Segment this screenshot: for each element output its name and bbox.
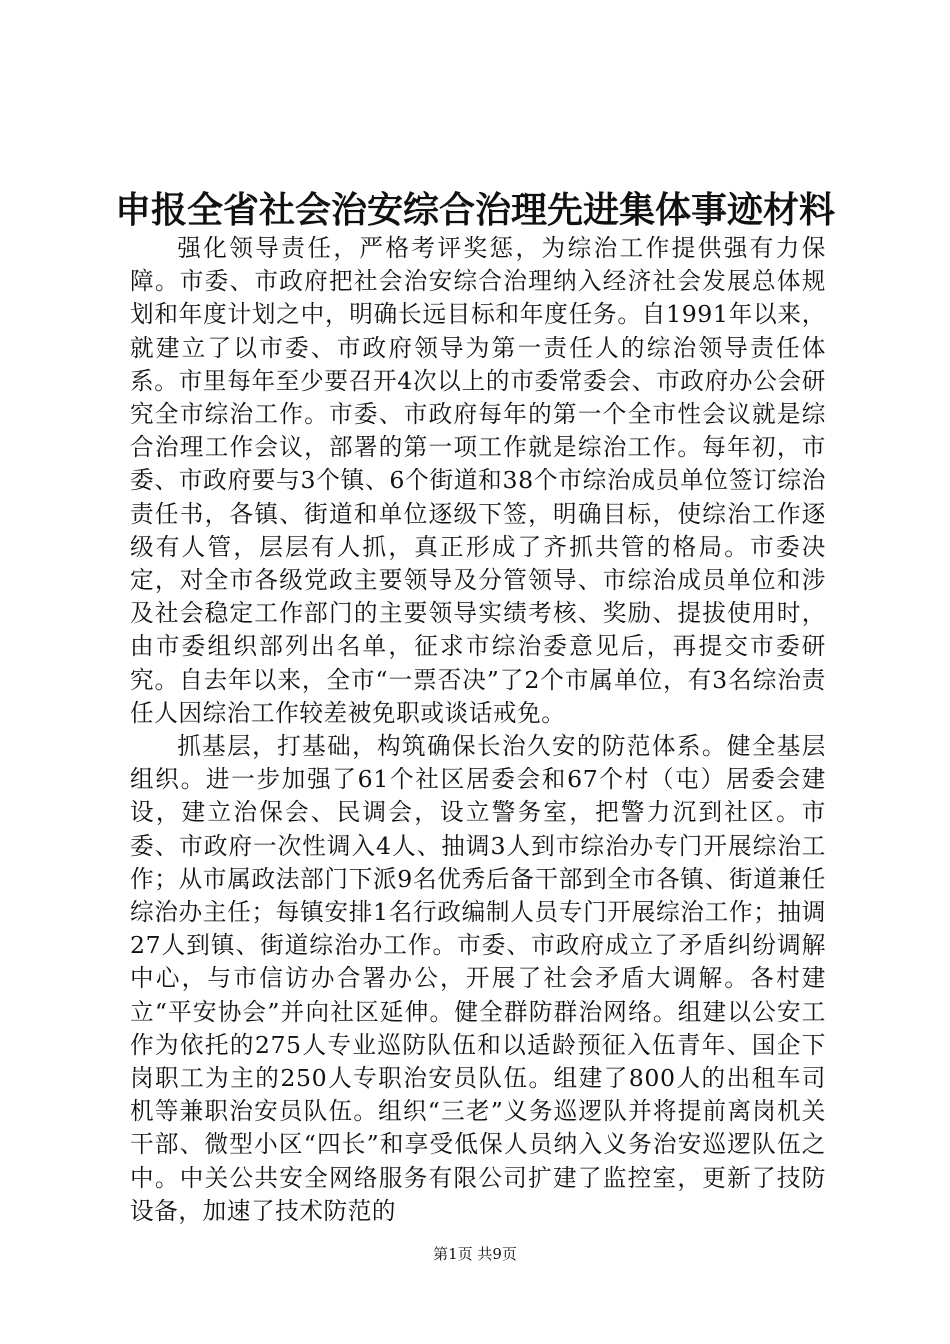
paragraph: 抓基层，打基础，构筑确保长治久安的防范体系。健全基层组织。进一步加强了61个社区居委会和67个村（屯）居委会建设，建立治保会、民调会，设立警务室，把警力沉到社区。市委、市政府一次性调入4人、抽调3人到市综治办专门开展综治工作；从市属政法部门下派9名优秀后备干部到全市各镇、街道兼任综治办主任；每镇安排1名行政编制人员专门开展综治工作；抽调27人到镇、街道综治办工作。市委、市政府成立了矛盾纠纷调解中心，与市信访办合署办公，开展了社会矛盾大调解。各村建立“平安协会”并向社区延伸。健全群防群治网络。组建以公安工作为依托的275人专业巡防队伍和以适龄预征入伍青年、国企下岗职工为主的250人专职治安员队伍。组建了800人的出租车司机等兼职治安员队伍。组织“三老”义务巡逻队并将提前离岗机关干部、微型小区“四长”和享受低保人员纳入义务治安巡逻队伍之中。中关公共安全网络服务有限公司扩建了监控室，更新了技防设备，加速了技术防范的 xyxy=(130,732,826,1225)
page-footer: 第1页 共9页 xyxy=(433,1245,517,1263)
document-body xyxy=(130,232,826,1228)
document-title: 申报全省社会治安综合治理先进集体事迹材料 xyxy=(114,190,835,231)
paragraph: 强化领导责任，严格考评奖惩，为综治工作提供强有力保障。市委、市政府把社会治安综合治理纳入经济社会发展总体规划和年度计划之中，明确长远目标和年度任务。自1991年以来，就建立了以市委、市政府领导为第一责任人的综治领导责任体系。市里每年至少要召开4次以上的市委常委会、市政府办公会研究全市综治工作。市委、市政府每年的第一个全市性会议就是综合治理工作会议，部署的第一项工作就是综治工作。每年初，市委、市政府要与3个镇、6个街道和38个市综治成员单位签订综治责任书，各镇、街道和单位逐级下签，明确目标，使综治工作逐级有人管，层层有人抓，真正形成了齐抓共管的格局。市委决定，对全市各级党政主要领导及分管领导、市综治成员单位和涉及社会稳定工作部门的主要领导实绩考核、奖励、提拔使用时，由市委组织部列出名单，征求市综治委意见后，再提交市委研究。自去年以来，全市“一票否决”了2个市属单位，有3名综治责任人因综治工作较差被免职或谈话戒免。 xyxy=(130,234,826,727)
